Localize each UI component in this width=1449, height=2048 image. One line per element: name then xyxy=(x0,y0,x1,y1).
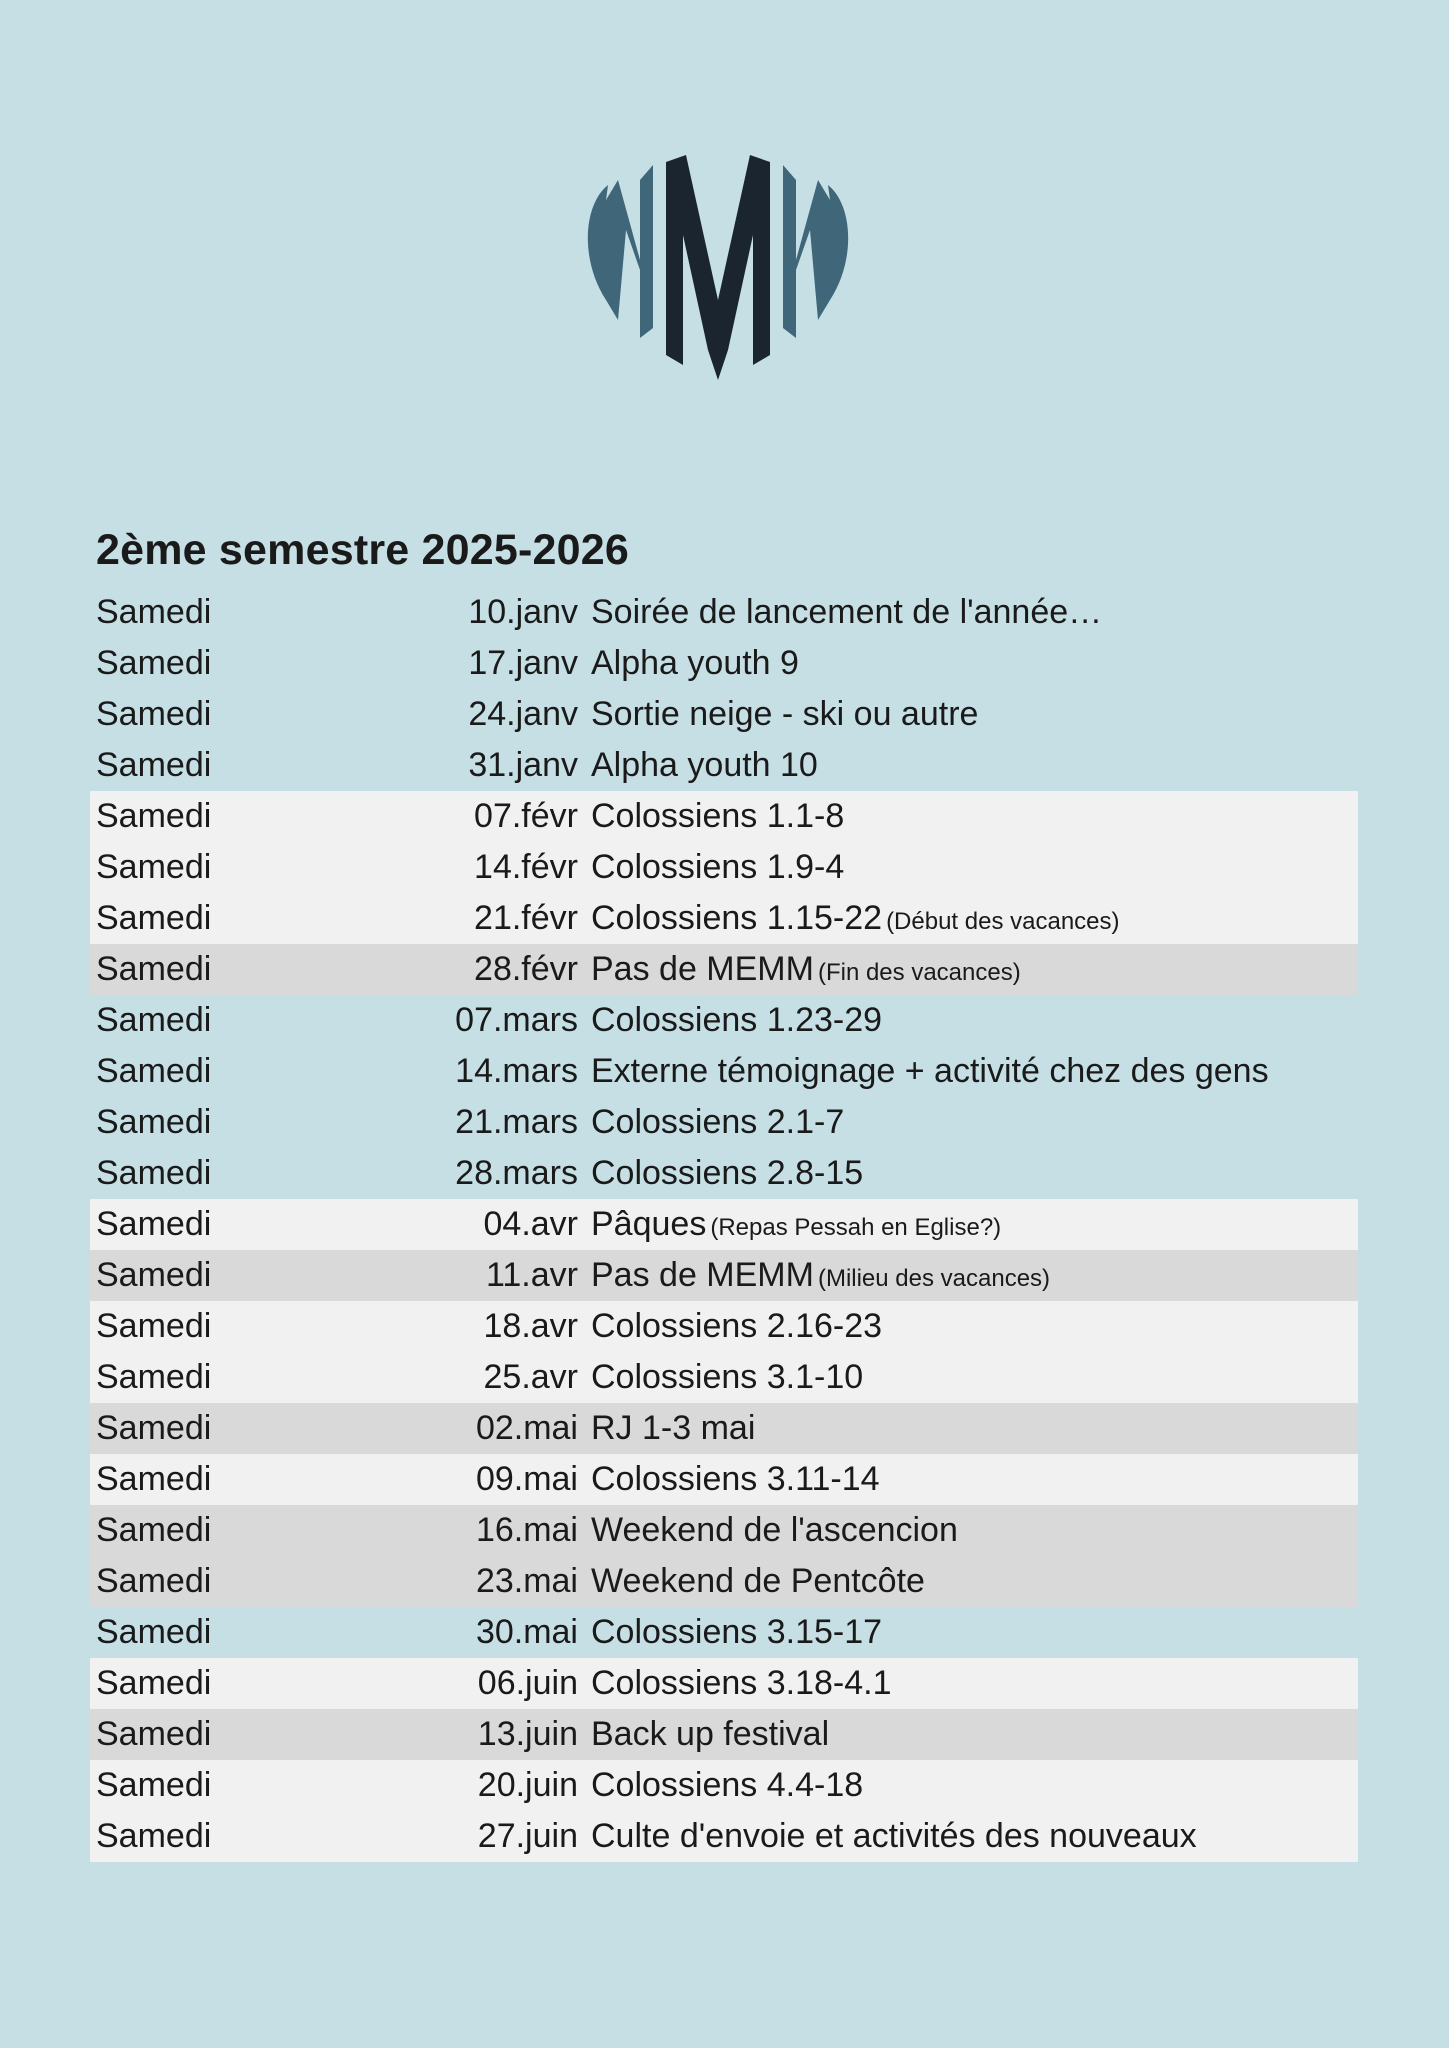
row-event xyxy=(591,1454,880,1505)
row-event xyxy=(591,1352,863,1403)
row-event-text: Back up festival xyxy=(591,1715,830,1753)
row-event-text: Colossiens 3.1-10 xyxy=(591,1358,864,1396)
row-event-text: Weekend de Pentcôte xyxy=(591,1562,925,1600)
row-event xyxy=(591,1556,925,1607)
row-event-text: RJ 1-3 mai xyxy=(591,1409,756,1447)
row-event-text: Colossiens 3.18-4.1 xyxy=(591,1664,892,1702)
row-event-text: Sortie neige - ski ou autre xyxy=(591,695,979,733)
row-event xyxy=(591,944,1021,998)
row-day: Samedi xyxy=(96,950,212,988)
row-day: Samedi xyxy=(96,899,212,937)
schedule-row xyxy=(90,638,1358,689)
row-event-text: Externe témoignage + activité chez des gens xyxy=(591,1052,1269,1090)
row-event xyxy=(591,1097,844,1148)
row-day: Samedi xyxy=(96,1613,212,1651)
row-event xyxy=(591,791,844,842)
schedule-row xyxy=(90,944,1358,995)
logo-right-arc xyxy=(828,185,848,300)
row-date: 28.mars xyxy=(455,1154,578,1192)
row-event-text: Colossiens 4.4-18 xyxy=(591,1766,864,1804)
row-date: 02.mai xyxy=(475,1409,578,1447)
row-event xyxy=(591,1046,1269,1097)
row-date: 16.mai xyxy=(475,1511,578,1549)
schedule-row xyxy=(90,893,1358,944)
row-day: Samedi xyxy=(96,1766,212,1804)
row-event xyxy=(591,1505,958,1556)
row-date: 17.janv xyxy=(468,644,578,682)
row-event-text: Colossiens 1.23-29 xyxy=(591,1001,883,1039)
schedule-row xyxy=(90,1607,1358,1658)
row-day: Samedi xyxy=(96,1817,212,1855)
row-day: Samedi xyxy=(96,695,212,733)
row-event-text: Pas de MEMM xyxy=(591,950,814,988)
row-day: Samedi xyxy=(96,593,212,631)
row-date: 07.févr xyxy=(474,797,578,835)
row-day: Samedi xyxy=(96,1205,212,1243)
row-event-text: Soirée de lancement de l'année… xyxy=(591,593,1103,631)
row-date: 14.mars xyxy=(455,1052,578,1090)
row-event xyxy=(591,1301,882,1352)
logo-center-m xyxy=(666,155,770,380)
row-event xyxy=(591,1199,1001,1253)
row-day: Samedi xyxy=(96,1715,212,1753)
row-event-text: Pas de MEMM xyxy=(591,1256,814,1294)
schedule-row xyxy=(90,1301,1358,1352)
page-title: 2ème semestre 2025-2026 xyxy=(96,526,629,574)
row-event-text: Alpha youth 9 xyxy=(591,644,799,682)
row-date: 04.avr xyxy=(483,1205,578,1243)
row-day: Samedi xyxy=(96,1358,212,1396)
row-date: 06.juin xyxy=(477,1664,578,1702)
row-event-text: Colossiens 3.15-17 xyxy=(591,1613,883,1651)
schedule-row xyxy=(90,842,1358,893)
row-day: Samedi xyxy=(96,746,212,784)
row-event-text: Weekend de l'ascencion xyxy=(591,1511,958,1549)
row-day: Samedi xyxy=(96,1154,212,1192)
row-date: 07.mars xyxy=(455,1001,578,1039)
row-date: 11.avr xyxy=(486,1256,578,1294)
row-day: Samedi xyxy=(96,1511,212,1549)
logo-left-m xyxy=(606,165,653,338)
row-date: 25.avr xyxy=(483,1358,578,1396)
row-event xyxy=(591,1658,892,1709)
row-event xyxy=(591,1607,882,1658)
row-event-text: Colossiens 3.11-14 xyxy=(591,1460,880,1498)
row-day: Samedi xyxy=(96,1460,212,1498)
row-day: Samedi xyxy=(96,1001,212,1039)
schedule-row xyxy=(90,689,1358,740)
row-event-note: (Début des vacances) xyxy=(886,908,1120,935)
schedule-row xyxy=(90,1046,1358,1097)
row-event xyxy=(591,1250,1050,1304)
schedule-row xyxy=(90,1454,1358,1505)
row-date: 18.avr xyxy=(483,1307,578,1345)
row-event xyxy=(591,1148,863,1199)
schedule-row xyxy=(90,1250,1358,1301)
row-event xyxy=(591,1811,1197,1862)
schedule-row xyxy=(90,587,1358,638)
schedule-row xyxy=(90,1709,1358,1760)
row-event-text: Colossiens 2.8-15 xyxy=(591,1154,864,1192)
row-event-note: (Fin des vacances) xyxy=(817,959,1021,986)
row-event-text: Alpha youth 10 xyxy=(591,746,818,784)
row-day: Samedi xyxy=(96,1307,212,1345)
schedule-row xyxy=(90,1199,1358,1250)
row-event xyxy=(591,689,978,740)
row-event-text: Culte d'envoie et activités des nouveaux xyxy=(591,1817,1197,1855)
schedule-row xyxy=(90,791,1358,842)
row-date: 28.févr xyxy=(474,950,578,988)
row-day: Samedi xyxy=(96,1052,212,1090)
row-event-text: Colossiens 2.16-23 xyxy=(591,1307,883,1345)
row-date: 31.janv xyxy=(468,746,578,784)
row-event-text: Colossiens 1.1-8 xyxy=(591,797,845,835)
row-event xyxy=(591,587,1102,638)
row-day: Samedi xyxy=(96,848,212,886)
row-event-note: (Repas Pessah en Eglise?) xyxy=(710,1214,1002,1241)
row-event xyxy=(591,842,844,893)
row-day: Samedi xyxy=(96,1409,212,1447)
row-event-text: Colossiens 1.15-22 xyxy=(591,899,883,937)
schedule-row xyxy=(90,1505,1358,1556)
row-event-note: (Milieu des vacances) xyxy=(817,1265,1051,1292)
logo-left-arc xyxy=(588,185,608,300)
mmm-logo xyxy=(578,150,858,390)
row-event xyxy=(591,1709,829,1760)
row-date: 14.févr xyxy=(474,848,578,886)
row-date: 21.mars xyxy=(455,1103,578,1141)
schedule-row xyxy=(90,1556,1358,1607)
row-day: Samedi xyxy=(96,1256,212,1294)
row-date: 24.janv xyxy=(468,695,578,733)
row-event-text: Pâques xyxy=(591,1205,707,1243)
schedule-row xyxy=(90,1403,1358,1454)
row-event xyxy=(591,1403,755,1454)
row-day: Samedi xyxy=(96,1103,212,1141)
row-day: Samedi xyxy=(96,1562,212,1600)
row-date: 20.juin xyxy=(477,1766,578,1804)
schedule-row xyxy=(90,1097,1358,1148)
row-day: Samedi xyxy=(96,797,212,835)
schedule-table xyxy=(90,587,1358,1862)
schedule-row xyxy=(90,1760,1358,1811)
schedule-row xyxy=(90,740,1358,791)
row-day: Samedi xyxy=(96,644,212,682)
schedule-row xyxy=(90,1148,1358,1199)
row-event xyxy=(591,1760,863,1811)
row-event xyxy=(591,995,882,1046)
schedule-row xyxy=(90,1658,1358,1709)
row-date: 09.mai xyxy=(475,1460,578,1498)
row-date: 21.févr xyxy=(474,899,578,937)
row-date: 30.mai xyxy=(475,1613,578,1651)
schedule-row xyxy=(90,1352,1358,1403)
row-date: 13.juin xyxy=(477,1715,578,1753)
row-event xyxy=(591,740,818,791)
row-date: 10.janv xyxy=(468,593,578,631)
row-event xyxy=(591,638,799,689)
row-day: Samedi xyxy=(96,1664,212,1702)
logo-right-m xyxy=(783,165,830,338)
row-event-text: Colossiens 1.9-4 xyxy=(591,848,845,886)
row-event-text: Colossiens 2.1-7 xyxy=(591,1103,845,1141)
schedule-row xyxy=(90,1811,1358,1862)
schedule-row xyxy=(90,995,1358,1046)
row-date: 27.juin xyxy=(477,1817,578,1855)
row-event xyxy=(591,893,1120,947)
row-date: 23.mai xyxy=(475,1562,578,1600)
